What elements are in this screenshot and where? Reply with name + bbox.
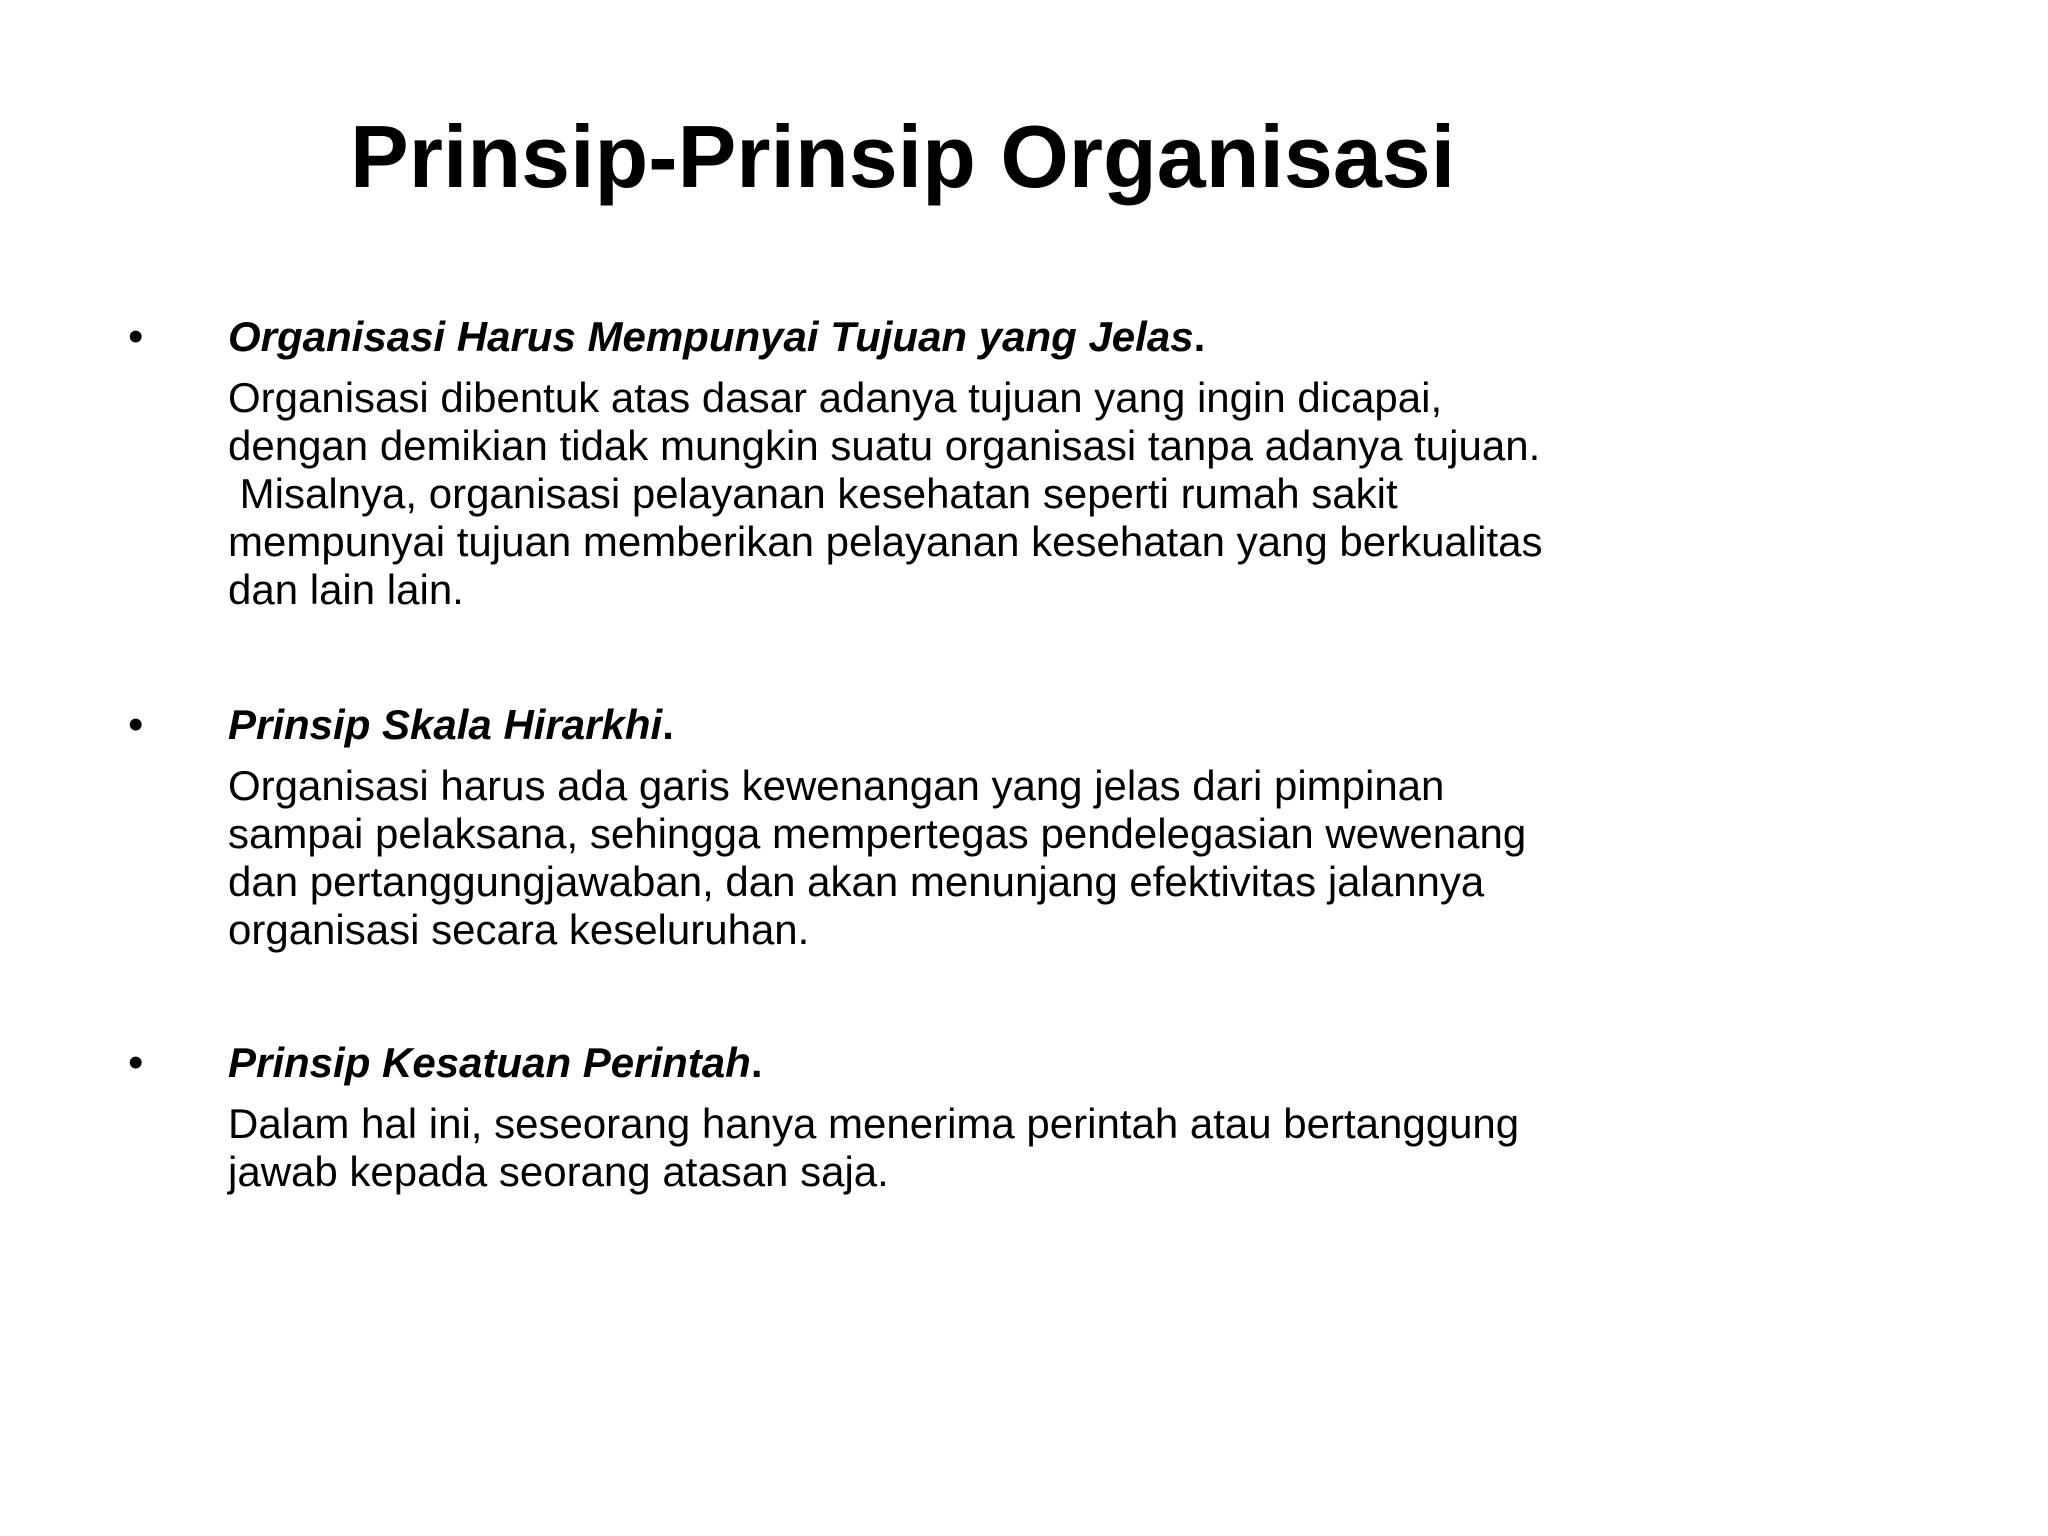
body-line: Dalam hal ini, seseorang hanya menerima perintah atau bertanggung (228, 1100, 1520, 1147)
body-line: Organisasi harus ada garis kewenangan yang jelas dari pimpinan (228, 762, 1445, 809)
bullet-heading-text: Prinsip Skala Hirarkhi (228, 701, 663, 748)
bullet-heading-punct: . (750, 1039, 763, 1086)
body-line: dengan demikian tidak mungkin suatu organisasi tanpa adanya tujuan. (228, 422, 1541, 469)
bullet-dot-icon: • (128, 700, 144, 749)
bullet-heading (228, 310, 1205, 364)
bullet-body (228, 374, 1828, 614)
body-line: sampai pelaksana, sehingga mempertegas pendelegasian wewenang (228, 810, 1527, 857)
body-line: organisasi secara keseluruhan. (228, 906, 810, 953)
bullet-dot-icon: • (128, 312, 144, 361)
bullet-heading-punct: . (662, 701, 674, 748)
body-line: dan lain lain. (228, 566, 464, 613)
bullet-dot-icon: • (128, 1038, 144, 1087)
body-line: jawab kepada seorang atasan saja. (228, 1148, 889, 1195)
bullet-heading-punct: . (1193, 313, 1206, 360)
body-line: dan pertanggungjawaban, dan akan menunjang efektivitas jalannya (228, 858, 1485, 905)
bullet-body (228, 1100, 1828, 1196)
bullet-heading (228, 1036, 762, 1090)
body-line: Organisasi dibentuk atas dasar adanya tujuan yang ingin dicapai, (228, 374, 1443, 421)
bullet-body (228, 762, 1828, 954)
bullet-heading-text: Organisasi Harus Mempunyai Tujuan yang Jelas (228, 313, 1194, 360)
bullet-heading-text: Prinsip Kesatuan Perintah (228, 1039, 751, 1086)
body-line: Misalnya, organisasi pelayanan kesehatan seperti rumah sakit (228, 470, 1398, 517)
slide-title: Prinsip-Prinsip Organisasi (350, 107, 1456, 206)
bullet-heading (228, 698, 674, 752)
body-line: mempunyai tujuan memberikan pelayanan kesehatan yang berkualitas (228, 518, 1543, 565)
